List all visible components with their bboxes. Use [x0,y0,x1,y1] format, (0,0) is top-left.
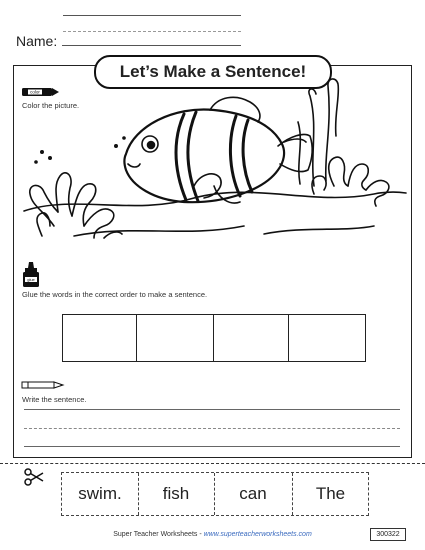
clownfish-coral-illustration [14,66,410,256]
glue-instruction: Glue the words in the correct order to make a sentence. [22,290,208,299]
footer [0,531,425,538]
word-cutout-strip [61,472,369,516]
name-field[interactable] [62,45,241,46]
write-line-top[interactable] [24,409,400,410]
write-instruction: Write the sentence. [22,395,87,404]
write-line-mid [24,428,400,429]
glue-box-1[interactable] [62,314,137,362]
glue-box-2[interactable] [136,314,214,362]
glue-label: glue [27,277,35,282]
glue-bottle-icon [21,262,41,288]
footer-url[interactable]: www.superteacherworksheets.com [203,531,312,538]
cut-line [0,463,425,464]
glue-box-3[interactable] [213,314,289,362]
write-line-bottom [24,446,400,447]
page-title: Let’s Make a Sentence! [94,55,332,89]
word-card-3[interactable]: can [239,484,267,503]
pencil-icon [21,380,65,390]
word-card-4[interactable]: The [315,484,346,503]
top-blank-line [63,15,241,16]
footer-brand: Super Teacher Worksheets - [113,531,204,538]
color-instruction: Color the picture. [22,101,80,110]
word-card-2[interactable]: fish [162,484,190,503]
worksheet-code: 300322 [370,528,406,541]
crayon-label: color [30,89,40,95]
name-label: Name: [16,33,58,49]
word-card-1[interactable]: swim. [78,484,122,503]
glue-box-4[interactable] [288,314,366,362]
scissors-icon [24,468,44,486]
top-dashed-line [63,31,241,32]
